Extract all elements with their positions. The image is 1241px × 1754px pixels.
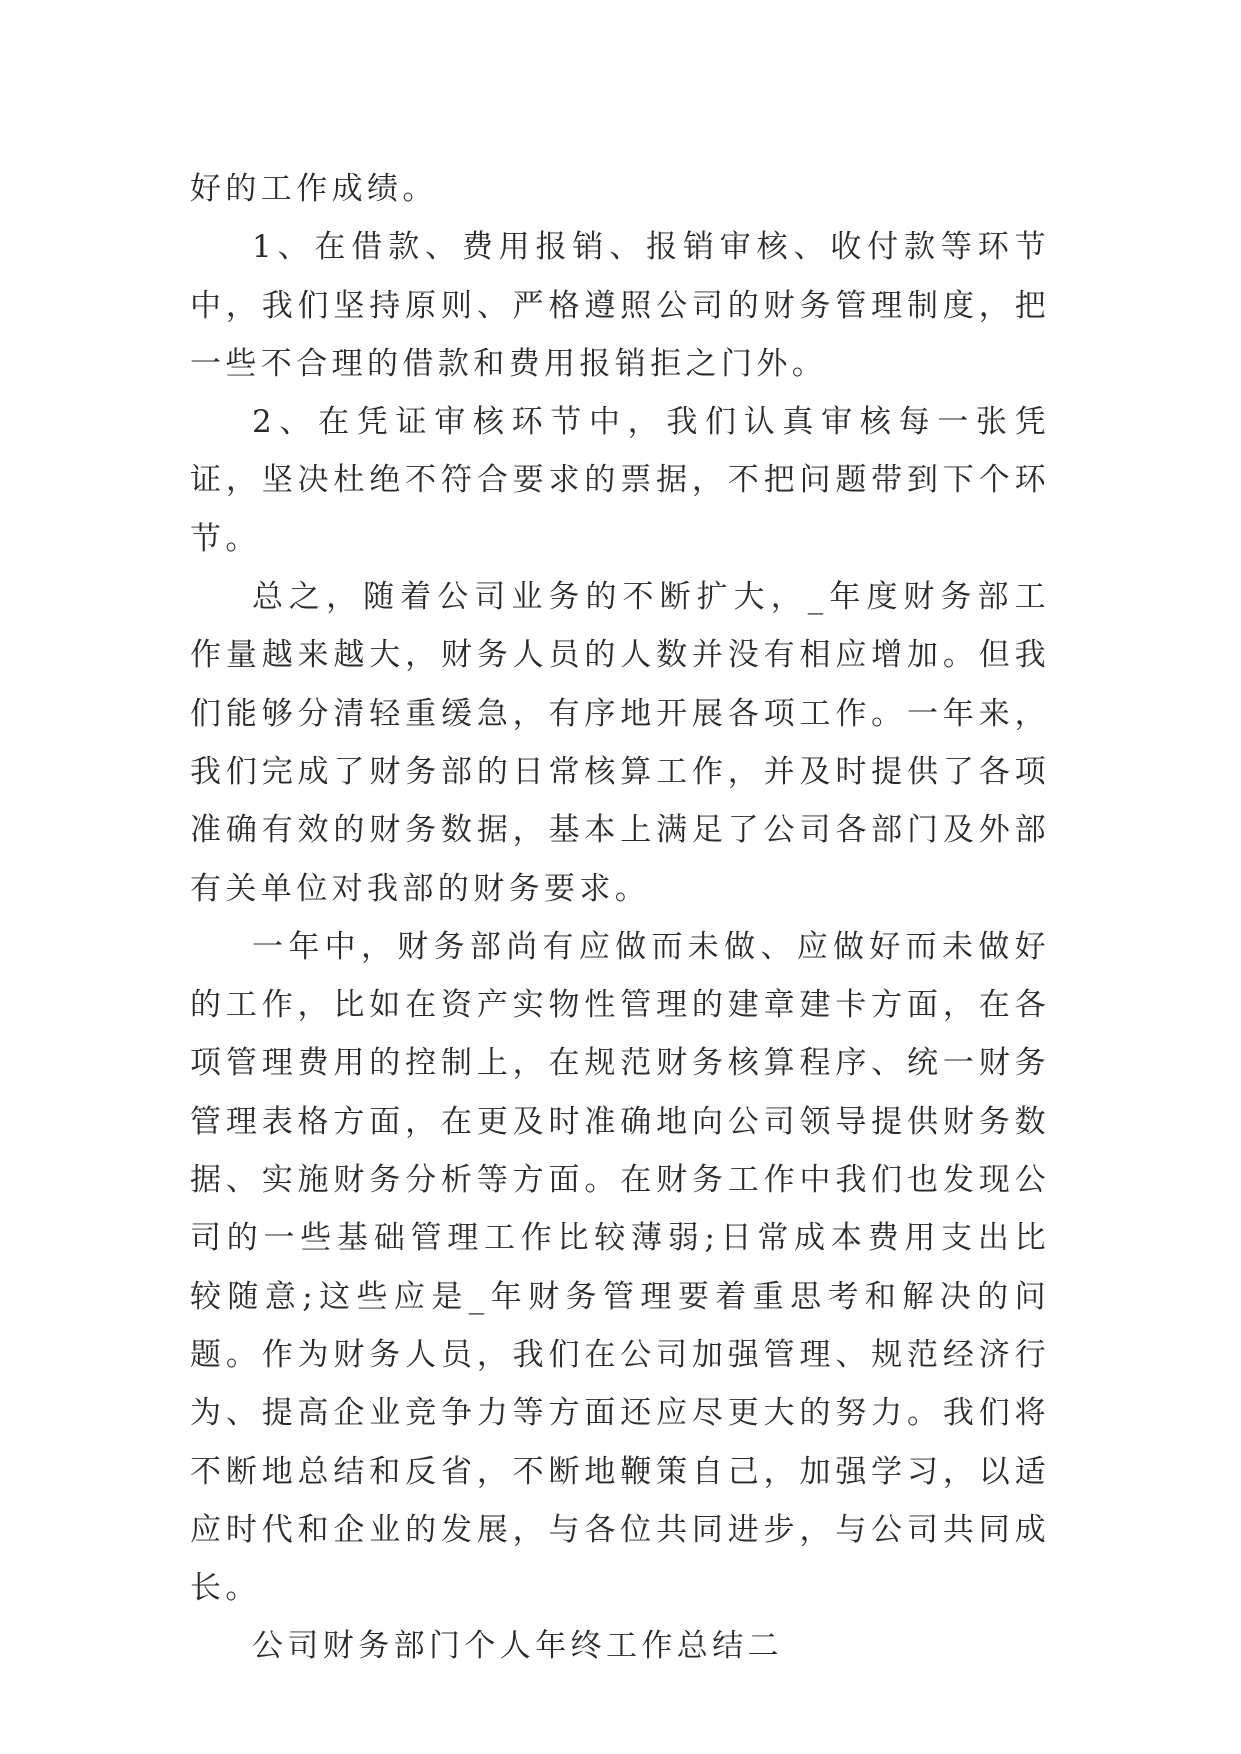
paragraph-shortcomings: 一年中，财务部尚有应做而未做、应做好而未做好的工作，比如在资产实物性管理的建章建卡方面，在各项管理费用的控制上，在规范财务核算程序、统一财务管理表格方面，在更及时准确地向公司领导提供财务数据、实施财务分析等方面。在财务工作中我们也发现公司的一些基础管理工作比较薄弱;日常成本费用支出比较随意;这些应是_年财务管理要着重思考和解决的问题。作为财务人员，我们在公司加强管理、规范经济行为、提高企业竞争力等方面还应尽更大的努力。我们将不断地总结和反省，不断地鞭策自己，加强学习，以适应时代和企业的发展，与各位共同进步，与公司共同成长。 [190, 928, 1050, 1607]
paragraph-item-1: 1、在借款、费用报销、报销审核、收付款等环节中，我们坚持原则、严格遵照公司的财务管理制度，把一些不合理的借款和费用报销拒之门外。 [190, 229, 1050, 382]
document-body [190, 160, 1050, 1676]
paragraph-summary: 总之，随着公司业务的不断扩大，_年度财务部工作量越来越大，财务人员的人数并没有相应增加。但我们能够分清轻重缓急，有序地开展各项工作。一年来，我们完成了财务部的日常核算工作，并及时提供了各项准确有效的财务数据，基本上满足了公司各部门及外部有关单位对我部的财务要求。 [190, 579, 1050, 907]
section-heading: 公司财务部门个人年终工作总结二 [252, 1628, 783, 1665]
paragraph-item-2: 2、在凭证审核环节中，我们认真审核每一张凭证，坚决杜绝不符合要求的票据，不把问题带到下个环节。 [190, 404, 1050, 557]
paragraph-continuation: 好的工作成绩。 [190, 171, 438, 207]
